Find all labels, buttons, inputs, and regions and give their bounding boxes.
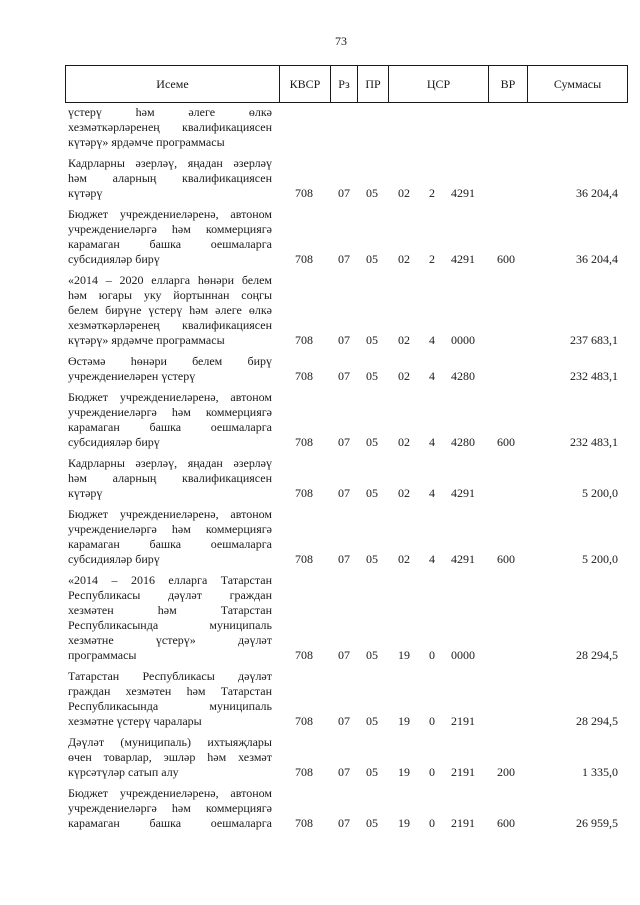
item-name-line: Бюджет учреждениеләренә, автоном xyxy=(68,786,272,800)
csr-subprogram-code: 2 xyxy=(429,252,435,266)
item-name-line: һәм югары уку йортыннан соңгы xyxy=(68,288,272,302)
csr-item-code: 4291 xyxy=(451,552,475,566)
table-row xyxy=(0,507,640,567)
csr-item-code: 4291 xyxy=(451,486,475,500)
table-row xyxy=(0,786,640,831)
item-name xyxy=(68,456,272,501)
item-name-line: карамаган башка оешмаларга xyxy=(68,816,272,830)
csr-program-code: 19 xyxy=(398,765,410,779)
csr-item-code: 2191 xyxy=(451,816,475,830)
csr-program-code: 19 xyxy=(398,714,410,728)
subsection-code: 05 xyxy=(366,486,378,500)
expense-type-code: 200 xyxy=(497,765,515,779)
item-name-line: учреждениеләргә һәм коммерциягә xyxy=(68,522,272,536)
kvsr-code: 708 xyxy=(295,435,313,449)
column-header-name: Исеме xyxy=(156,76,189,91)
csr-subprogram-code: 0 xyxy=(429,648,435,662)
column-header-rz: Рз xyxy=(330,66,357,102)
amount: 232 483,1 xyxy=(570,369,618,383)
item-name-line: Өстәмә һөнәри белем бирү xyxy=(68,354,272,368)
csr-subprogram-code: 0 xyxy=(429,714,435,728)
item-name-line: күтәрү xyxy=(68,486,103,500)
item-name-line: хезмәткәрләренең квалификациясен xyxy=(68,120,272,134)
item-name xyxy=(68,207,272,267)
section-code: 07 xyxy=(338,186,350,200)
item-name-line: белем бирүне үстерү һәм әлеге өлкә xyxy=(68,303,272,317)
csr-item-code: 0000 xyxy=(451,648,475,662)
table-row xyxy=(0,735,640,780)
csr-program-code: 02 xyxy=(398,552,410,566)
section-code: 07 xyxy=(338,816,350,830)
item-name xyxy=(68,354,272,384)
expense-type-code: 600 xyxy=(497,252,515,266)
item-name-line: Республикасы дәүләт граждан xyxy=(68,588,272,602)
table-row xyxy=(0,105,640,150)
item-name xyxy=(68,735,272,780)
item-name-line: Кадрларны әзерләү, яңадан әзерләү xyxy=(68,456,272,470)
item-name-line: субсидияләр бирү xyxy=(68,552,160,566)
amount: 1 335,0 xyxy=(582,765,618,779)
item-name-line: һәм аларның квалификациясен xyxy=(68,471,272,485)
amount: 5 200,0 xyxy=(582,552,618,566)
csr-program-code: 02 xyxy=(398,369,410,383)
section-code: 07 xyxy=(338,435,350,449)
expense-type-code: 600 xyxy=(497,552,515,566)
table-body xyxy=(0,105,640,837)
kvsr-code: 708 xyxy=(295,816,313,830)
csr-program-code: 02 xyxy=(398,252,410,266)
kvsr-code: 708 xyxy=(295,333,313,347)
item-name-line: хезмәткәрләренең квалификациясен xyxy=(68,318,272,332)
csr-subprogram-code: 4 xyxy=(429,552,435,566)
csr-program-code: 19 xyxy=(398,816,410,830)
column-header-sum: Суммасы xyxy=(527,66,627,102)
item-name-line: «2014 – 2020 елларга һөнәри белем xyxy=(68,273,272,287)
csr-subprogram-code: 0 xyxy=(429,765,435,779)
table-header xyxy=(65,65,628,103)
subsection-code: 05 xyxy=(366,333,378,347)
amount: 28 294,5 xyxy=(576,714,618,728)
section-code: 07 xyxy=(338,486,350,500)
item-name-line: карамаган башка оешмаларга xyxy=(68,420,272,434)
kvsr-code: 708 xyxy=(295,369,313,383)
csr-item-code: 4291 xyxy=(451,186,475,200)
item-name-line: күрсәтүләр сатып алу xyxy=(68,765,179,779)
item-name-line: субсидияләр бирү xyxy=(68,252,160,266)
subsection-code: 05 xyxy=(366,648,378,662)
table-row xyxy=(0,669,640,729)
csr-subprogram-code: 4 xyxy=(429,486,435,500)
csr-subprogram-code: 4 xyxy=(429,369,435,383)
csr-item-code: 4280 xyxy=(451,435,475,449)
item-name-line: үстерү һәм әлеге өлкә xyxy=(68,105,272,119)
section-code: 07 xyxy=(338,714,350,728)
csr-program-code: 02 xyxy=(398,435,410,449)
item-name xyxy=(68,573,272,663)
item-name-line: күтәрү xyxy=(68,186,103,200)
item-name xyxy=(68,507,272,567)
kvsr-code: 708 xyxy=(295,252,313,266)
table-row xyxy=(0,273,640,348)
column-header-pr: ПР xyxy=(357,66,388,102)
amount: 237 683,1 xyxy=(570,333,618,347)
item-name-line: күтәрү» ярдәмче программасы xyxy=(68,333,225,347)
item-name-line: учреждениеләрен үстерү xyxy=(68,369,196,383)
kvsr-code: 708 xyxy=(295,714,313,728)
item-name-line: учреждениеләргә һәм коммерциягә xyxy=(68,405,272,419)
subsection-code: 05 xyxy=(366,765,378,779)
item-name-line: «2014 – 2016 елларга Татарстан xyxy=(68,573,272,587)
subsection-code: 05 xyxy=(366,714,378,728)
item-name-line: учреждениеләргә һәм коммерциягә xyxy=(68,222,272,236)
item-name xyxy=(68,273,272,348)
table-row xyxy=(0,456,640,501)
section-code: 07 xyxy=(338,648,350,662)
item-name-line: күтәрү» ярдәмче программасы xyxy=(68,135,225,149)
subsection-code: 05 xyxy=(366,369,378,383)
item-name-line: хезмәтне үстерү» дәүләт xyxy=(68,633,272,647)
item-name-line: Кадрларны әзерләү, яңадан әзерләү xyxy=(68,156,272,170)
section-code: 07 xyxy=(338,369,350,383)
item-name-line: Бюджет учреждениеләренә, автоном xyxy=(68,207,272,221)
csr-program-code: 19 xyxy=(398,648,410,662)
item-name-line: хезмәтен һәм Татарстан xyxy=(68,603,272,617)
table-row xyxy=(0,207,640,267)
section-code: 07 xyxy=(338,252,350,266)
subsection-code: 05 xyxy=(366,186,378,200)
item-name-line: Дәүләт (муниципаль) ихтыяҗлары xyxy=(68,735,272,749)
column-header-vr: ВР xyxy=(488,66,527,102)
section-code: 07 xyxy=(338,333,350,347)
section-code: 07 xyxy=(338,552,350,566)
amount: 36 204,4 xyxy=(576,186,618,200)
kvsr-code: 708 xyxy=(295,186,313,200)
subsection-code: 05 xyxy=(366,816,378,830)
item-name-line: һәм аларның квалификациясен xyxy=(68,171,272,185)
csr-subprogram-code: 0 xyxy=(429,816,435,830)
item-name xyxy=(68,156,272,201)
csr-item-code: 2191 xyxy=(451,714,475,728)
kvsr-code: 708 xyxy=(295,552,313,566)
kvsr-code: 708 xyxy=(295,486,313,500)
item-name xyxy=(68,786,272,831)
subsection-code: 05 xyxy=(366,552,378,566)
item-name-line: Республикасында муниципаль xyxy=(68,699,272,713)
kvsr-code: 708 xyxy=(295,648,313,662)
amount: 28 294,5 xyxy=(576,648,618,662)
item-name xyxy=(68,390,272,450)
table-row xyxy=(0,156,640,201)
table-row xyxy=(0,354,640,384)
item-name-line: Бюджет учреждениеләренә, автоном xyxy=(68,507,272,521)
item-name-line: Бюджет учреждениеләренә, автоном xyxy=(68,390,272,404)
csr-item-code: 0000 xyxy=(451,333,475,347)
item-name-line: өчен товарлар, эшләр һәм хезмәт xyxy=(68,750,272,764)
item-name-line: Республикасында муниципаль xyxy=(68,618,272,632)
csr-program-code: 02 xyxy=(398,333,410,347)
table-row xyxy=(0,573,640,663)
item-name-line: учреждениеләргә һәм коммерциягә xyxy=(68,801,272,815)
column-header-csr: ЦСР xyxy=(388,66,488,102)
amount: 232 483,1 xyxy=(570,435,618,449)
subsection-code: 05 xyxy=(366,252,378,266)
table-row xyxy=(0,390,640,450)
csr-program-code: 02 xyxy=(398,186,410,200)
item-name-line: граждан хезмәтен һәм Татарстан xyxy=(68,684,272,698)
csr-item-code: 4280 xyxy=(451,369,475,383)
subsection-code: 05 xyxy=(366,435,378,449)
page-number: 73 xyxy=(335,34,347,48)
item-name-line: карамаган башка оешмаларга xyxy=(68,237,272,251)
item-name-line: программасы xyxy=(68,648,137,662)
amount: 36 204,4 xyxy=(576,252,618,266)
item-name-line: субсидияләр бирү xyxy=(68,435,160,449)
csr-subprogram-code: 4 xyxy=(429,435,435,449)
item-name-line: Татарстан Республикасы дәүләт xyxy=(68,669,272,683)
csr-item-code: 2191 xyxy=(451,765,475,779)
item-name xyxy=(68,105,272,150)
amount: 26 959,5 xyxy=(576,816,618,830)
amount: 5 200,0 xyxy=(582,486,618,500)
column-header-kvsr: КВСР xyxy=(279,66,330,102)
expense-type-code: 600 xyxy=(497,435,515,449)
section-code: 07 xyxy=(338,765,350,779)
item-name xyxy=(68,669,272,729)
csr-program-code: 02 xyxy=(398,486,410,500)
item-name-line: карамаган башка оешмаларга xyxy=(68,537,272,551)
csr-subprogram-code: 2 xyxy=(429,186,435,200)
item-name-line: хезмәтне үстерү чаралары xyxy=(68,714,202,728)
csr-item-code: 4291 xyxy=(451,252,475,266)
expense-type-code: 600 xyxy=(497,816,515,830)
kvsr-code: 708 xyxy=(295,765,313,779)
csr-subprogram-code: 4 xyxy=(429,333,435,347)
